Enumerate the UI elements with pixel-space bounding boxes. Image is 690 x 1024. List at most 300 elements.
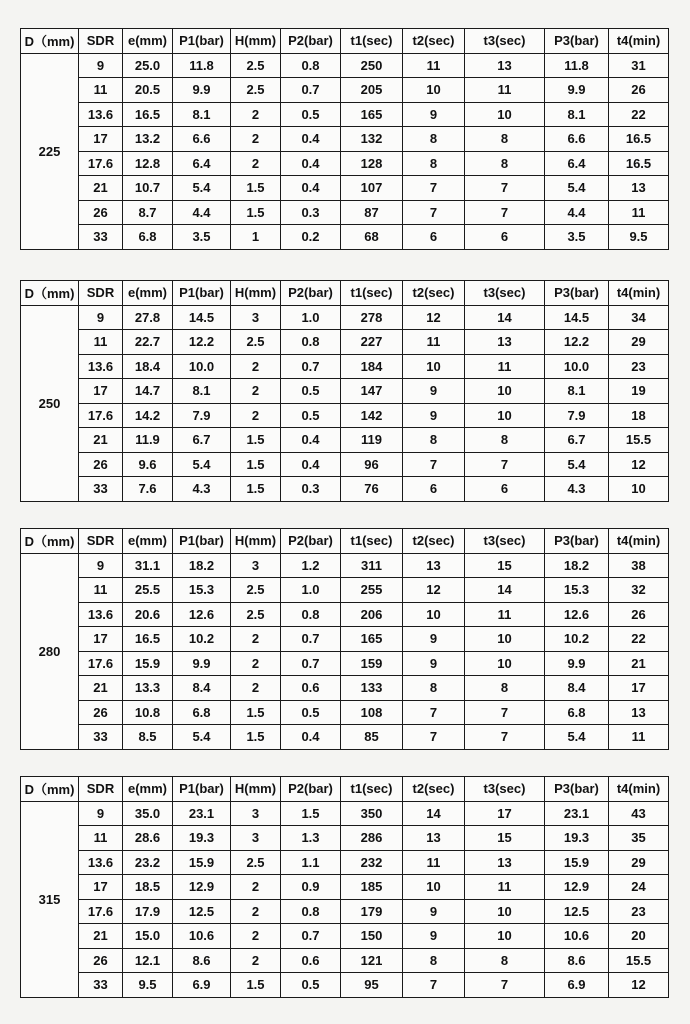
table-cell: 9	[79, 801, 123, 826]
column-header: t4(min)	[609, 281, 669, 306]
table-cell: 2	[231, 151, 281, 176]
table-cell: 0.2	[281, 225, 341, 250]
column-header: P3(bar)	[545, 29, 609, 54]
table-cell: 33	[79, 225, 123, 250]
column-header: P1(bar)	[173, 281, 231, 306]
table-cell: 12.6	[173, 602, 231, 627]
table-cell: 6.6	[173, 127, 231, 152]
table-cell: 7	[403, 200, 465, 225]
table-cell: 0.7	[281, 627, 341, 652]
table-cell: 13.6	[79, 102, 123, 127]
table-cell: 232	[341, 850, 403, 875]
table-cell: 14.5	[545, 305, 609, 330]
table-cell: 1.2	[281, 553, 341, 578]
table-cell: 7	[403, 700, 465, 725]
table-cell: 32	[609, 578, 669, 603]
table-row	[21, 403, 669, 428]
table-cell: 2	[231, 899, 281, 924]
column-header: H(mm)	[231, 529, 281, 554]
table-cell: 8	[403, 676, 465, 701]
table-cell: 3	[231, 305, 281, 330]
column-header: H(mm)	[231, 281, 281, 306]
table-cell: 6.8	[545, 700, 609, 725]
table-cell: 11	[465, 354, 545, 379]
table-cell: 12.1	[123, 948, 173, 973]
table-cell: 0.4	[281, 151, 341, 176]
table-cell: 3	[231, 826, 281, 851]
table-cell: 7.6	[123, 477, 173, 502]
table-cell: 132	[341, 127, 403, 152]
table-cell: 9.9	[545, 78, 609, 103]
table-cell: 128	[341, 151, 403, 176]
table-cell: 1.5	[231, 200, 281, 225]
column-header: t2(sec)	[403, 281, 465, 306]
table-row	[21, 948, 669, 973]
table-cell: 8.7	[123, 200, 173, 225]
table-cell: 11	[403, 53, 465, 78]
table-cell: 76	[341, 477, 403, 502]
table-cell: 12	[403, 578, 465, 603]
table-cell: 87	[341, 200, 403, 225]
column-header: D（mm)	[21, 529, 79, 554]
table-cell: 5.4	[545, 176, 609, 201]
table-cell: 11	[465, 602, 545, 627]
table-cell: 10.7	[123, 176, 173, 201]
table-cell: 15	[465, 826, 545, 851]
table-cell: 0.6	[281, 676, 341, 701]
table-cell: 10	[465, 651, 545, 676]
table-cell: 9	[79, 53, 123, 78]
table-cell: 2	[231, 651, 281, 676]
table-cell: 0.6	[281, 948, 341, 973]
table-cell: 22	[609, 102, 669, 127]
table-cell: 5.4	[173, 176, 231, 201]
column-header: t4(min)	[609, 529, 669, 554]
table-cell: 179	[341, 899, 403, 924]
column-header: SDR	[79, 281, 123, 306]
column-header: t4(min)	[609, 777, 669, 802]
table-cell: 18.4	[123, 354, 173, 379]
table-cell: 2.5	[231, 78, 281, 103]
table-cell: 7	[403, 725, 465, 750]
table-cell: 12.2	[545, 330, 609, 355]
table-cell: 8.1	[173, 102, 231, 127]
table-cell: 2	[231, 403, 281, 428]
table-cell: 0.3	[281, 200, 341, 225]
table-cell: 2	[231, 379, 281, 404]
table-cell: 25.0	[123, 53, 173, 78]
table-cell: 13	[465, 330, 545, 355]
table-cell: 6.9	[173, 973, 231, 998]
table-cell: 6.7	[545, 428, 609, 453]
table-cell: 14.5	[173, 305, 231, 330]
table-row	[21, 676, 669, 701]
table-cell: 18.5	[123, 875, 173, 900]
column-header: t3(sec)	[465, 529, 545, 554]
table-row	[21, 127, 669, 152]
table-cell: 7	[465, 700, 545, 725]
spec-table-225	[20, 28, 669, 250]
table-cell: 96	[341, 452, 403, 477]
table-row	[21, 578, 669, 603]
table-cell: 24	[609, 875, 669, 900]
table-cell: 31.1	[123, 553, 173, 578]
table-row	[21, 330, 669, 355]
table-cell: 33	[79, 973, 123, 998]
table-cell: 12.5	[545, 899, 609, 924]
table-cell: 10	[465, 403, 545, 428]
table-cell: 3	[231, 801, 281, 826]
table-cell: 10	[465, 924, 545, 949]
table-cell: 0.5	[281, 379, 341, 404]
table-cell: 11	[403, 330, 465, 355]
table-cell: 7	[465, 200, 545, 225]
table-cell: 1.5	[281, 801, 341, 826]
table-row	[21, 553, 669, 578]
table-cell: 107	[341, 176, 403, 201]
table-cell: 250	[341, 53, 403, 78]
table-cell: 11	[465, 78, 545, 103]
table-cell: 10.2	[173, 627, 231, 652]
table-cell: 205	[341, 78, 403, 103]
table-cell: 11	[79, 78, 123, 103]
table-cell: 9	[403, 627, 465, 652]
table-cell: 8	[465, 676, 545, 701]
column-header: D（mm)	[21, 281, 79, 306]
table-cell: 119	[341, 428, 403, 453]
table-cell: 0.5	[281, 700, 341, 725]
table-cell: 227	[341, 330, 403, 355]
table-row	[21, 973, 669, 998]
table-cell: 17.6	[79, 151, 123, 176]
table-cell: 8.4	[545, 676, 609, 701]
table-cell: 14	[465, 578, 545, 603]
table-cell: 1.5	[231, 973, 281, 998]
table-cell: 9	[403, 102, 465, 127]
table-cell: 23.1	[545, 801, 609, 826]
table-cell: 2	[231, 102, 281, 127]
column-header: t4(min)	[609, 29, 669, 54]
table-cell: 13	[609, 176, 669, 201]
table-cell: 21	[79, 676, 123, 701]
table-row	[21, 477, 669, 502]
table-cell: 1.1	[281, 850, 341, 875]
table-cell: 68	[341, 225, 403, 250]
table-cell: 13	[403, 826, 465, 851]
header-row	[21, 777, 669, 802]
table-cell: 17.9	[123, 899, 173, 924]
table-row	[21, 875, 669, 900]
table-cell: 7	[403, 176, 465, 201]
table-cell: 9	[79, 305, 123, 330]
table-cell: 2	[231, 948, 281, 973]
table-cell: 29	[609, 330, 669, 355]
table-row	[21, 850, 669, 875]
header-row	[21, 529, 669, 554]
table-cell: 31	[609, 53, 669, 78]
table-cell: 13.6	[79, 850, 123, 875]
table-row	[21, 801, 669, 826]
table-cell: 17	[79, 127, 123, 152]
table-cell: 9	[403, 899, 465, 924]
table-cell: 11.8	[545, 53, 609, 78]
table-cell: 0.7	[281, 651, 341, 676]
column-header: t3(sec)	[465, 777, 545, 802]
table-cell: 8	[403, 151, 465, 176]
table-cell: 142	[341, 403, 403, 428]
table-cell: 21	[79, 176, 123, 201]
table-cell: 10	[403, 875, 465, 900]
table-cell: 6.7	[173, 428, 231, 453]
table-row	[21, 700, 669, 725]
table-cell: 2	[231, 627, 281, 652]
table-cell: 1.5	[231, 428, 281, 453]
column-header: P3(bar)	[545, 529, 609, 554]
table-cell: 15	[465, 553, 545, 578]
table-cell: 85	[341, 725, 403, 750]
table-cell: 18.2	[545, 553, 609, 578]
diameter-cell: 280	[21, 553, 79, 749]
table-cell: 10.8	[123, 700, 173, 725]
table-cell: 255	[341, 578, 403, 603]
table-cell: 29	[609, 850, 669, 875]
column-header: D（mm)	[21, 777, 79, 802]
table-cell: 5.4	[545, 725, 609, 750]
table-cell: 10	[609, 477, 669, 502]
table-cell: 26	[609, 78, 669, 103]
table-cell: 0.4	[281, 452, 341, 477]
table-cell: 10	[403, 602, 465, 627]
column-header: t2(sec)	[403, 29, 465, 54]
table-cell: 19.3	[173, 826, 231, 851]
column-header: P2(bar)	[281, 529, 341, 554]
table-cell: 26	[79, 452, 123, 477]
table-cell: 1.5	[231, 176, 281, 201]
column-header: P1(bar)	[173, 777, 231, 802]
table-cell: 350	[341, 801, 403, 826]
table-cell: 95	[341, 973, 403, 998]
table-cell: 2	[231, 676, 281, 701]
table-cell: 165	[341, 102, 403, 127]
table-cell: 9.5	[123, 973, 173, 998]
table-cell: 13.3	[123, 676, 173, 701]
column-header: H(mm)	[231, 29, 281, 54]
column-header: SDR	[79, 529, 123, 554]
table-cell: 5.4	[545, 452, 609, 477]
table-cell: 13	[609, 700, 669, 725]
table-row	[21, 602, 669, 627]
table-cell: 0.8	[281, 899, 341, 924]
table-cell: 8	[465, 948, 545, 973]
table-row	[21, 78, 669, 103]
column-header: P2(bar)	[281, 29, 341, 54]
table-cell: 17	[79, 627, 123, 652]
table-cell: 8.6	[173, 948, 231, 973]
table-cell: 0.4	[281, 725, 341, 750]
table-cell: 11	[609, 725, 669, 750]
table-cell: 2.5	[231, 578, 281, 603]
table-cell: 21	[79, 924, 123, 949]
table-cell: 18.2	[173, 553, 231, 578]
table-cell: 7	[403, 452, 465, 477]
table-cell: 1.5	[231, 477, 281, 502]
table-cell: 12.6	[545, 602, 609, 627]
table-cell: 14.2	[123, 403, 173, 428]
table-cell: 13.6	[79, 354, 123, 379]
table-cell: 17.6	[79, 899, 123, 924]
table-cell: 15.9	[123, 651, 173, 676]
table-cell: 206	[341, 602, 403, 627]
table-cell: 26	[79, 700, 123, 725]
table-cell: 6.9	[545, 973, 609, 998]
table-cell: 6.8	[173, 700, 231, 725]
table-cell: 0.3	[281, 477, 341, 502]
table-cell: 133	[341, 676, 403, 701]
table-cell: 2.5	[231, 53, 281, 78]
table-cell: 165	[341, 627, 403, 652]
table-cell: 10.0	[545, 354, 609, 379]
table-cell: 9	[403, 403, 465, 428]
table-cell: 17	[609, 676, 669, 701]
table-cell: 33	[79, 477, 123, 502]
column-header: P1(bar)	[173, 529, 231, 554]
table-cell: 15.3	[545, 578, 609, 603]
table-cell: 35	[609, 826, 669, 851]
table-cell: 1.5	[231, 452, 281, 477]
table-cell: 15.0	[123, 924, 173, 949]
table-cell: 18	[609, 403, 669, 428]
header-row	[21, 281, 669, 306]
table-cell: 159	[341, 651, 403, 676]
table-row	[21, 627, 669, 652]
table-cell: 0.8	[281, 53, 341, 78]
table-cell: 11	[403, 850, 465, 875]
table-cell: 2	[231, 924, 281, 949]
table-cell: 5.4	[173, 452, 231, 477]
table-cell: 17	[465, 801, 545, 826]
table-cell: 10	[465, 102, 545, 127]
table-cell: 8.6	[545, 948, 609, 973]
column-header: SDR	[79, 777, 123, 802]
table-row	[21, 379, 669, 404]
table-cell: 6	[403, 477, 465, 502]
table-cell: 1.5	[231, 700, 281, 725]
table-cell: 21	[79, 428, 123, 453]
column-header: t3(sec)	[465, 281, 545, 306]
table-cell: 15.9	[545, 850, 609, 875]
table-cell: 15.5	[609, 428, 669, 453]
table-cell: 9	[403, 651, 465, 676]
table-cell: 278	[341, 305, 403, 330]
table-cell: 7	[465, 452, 545, 477]
table-row	[21, 924, 669, 949]
table-cell: 10.6	[545, 924, 609, 949]
table-row	[21, 225, 669, 250]
table-cell: 4.4	[173, 200, 231, 225]
table-cell: 0.7	[281, 354, 341, 379]
table-cell: 8	[403, 127, 465, 152]
table-cell: 2.5	[231, 850, 281, 875]
column-header: t1(sec)	[341, 281, 403, 306]
table-cell: 8.4	[173, 676, 231, 701]
table-cell: 15.3	[173, 578, 231, 603]
table-row	[21, 428, 669, 453]
table-cell: 12	[403, 305, 465, 330]
table-cell: 6	[465, 225, 545, 250]
table-cell: 38	[609, 553, 669, 578]
table-cell: 3	[231, 553, 281, 578]
table-cell: 2	[231, 127, 281, 152]
table-cell: 23	[609, 899, 669, 924]
table-cell: 25.5	[123, 578, 173, 603]
table-cell: 7.9	[173, 403, 231, 428]
table-row	[21, 354, 669, 379]
column-header: SDR	[79, 29, 123, 54]
table-cell: 121	[341, 948, 403, 973]
table-cell: 10	[465, 899, 545, 924]
table-cell: 7.9	[545, 403, 609, 428]
table-cell: 8.1	[545, 379, 609, 404]
table-cell: 1.0	[281, 578, 341, 603]
table-cell: 9	[79, 553, 123, 578]
table-cell: 8.1	[173, 379, 231, 404]
table-cell: 10.6	[173, 924, 231, 949]
table-row	[21, 305, 669, 330]
table-cell: 23.2	[123, 850, 173, 875]
table-cell: 0.5	[281, 102, 341, 127]
table-cell: 6.8	[123, 225, 173, 250]
table-cell: 14	[465, 305, 545, 330]
column-header: t2(sec)	[403, 777, 465, 802]
table-cell: 2	[231, 875, 281, 900]
table-cell: 7	[465, 725, 545, 750]
table-cell: 0.5	[281, 403, 341, 428]
table-cell: 12.9	[173, 875, 231, 900]
column-header: P3(bar)	[545, 281, 609, 306]
table-cell: 0.9	[281, 875, 341, 900]
table-cell: 2.5	[231, 330, 281, 355]
table-cell: 35.0	[123, 801, 173, 826]
table-cell: 14	[403, 801, 465, 826]
diameter-cell: 250	[21, 305, 79, 501]
table-cell: 6	[403, 225, 465, 250]
table-cell: 26	[79, 200, 123, 225]
table-cell: 9.9	[173, 78, 231, 103]
column-header: P2(bar)	[281, 281, 341, 306]
table-cell: 4.3	[545, 477, 609, 502]
table-cell: 4.3	[173, 477, 231, 502]
table-cell: 20.5	[123, 78, 173, 103]
table-cell: 13	[403, 553, 465, 578]
table-cell: 0.5	[281, 973, 341, 998]
header-row	[21, 29, 669, 54]
table-cell: 27.8	[123, 305, 173, 330]
table-cell: 12.2	[173, 330, 231, 355]
table-cell: 16.5	[609, 151, 669, 176]
table-cell: 0.8	[281, 602, 341, 627]
column-header: D（mm)	[21, 29, 79, 54]
table-cell: 7	[465, 973, 545, 998]
table-row	[21, 53, 669, 78]
table-cell: 4.4	[545, 200, 609, 225]
column-header: t3(sec)	[465, 29, 545, 54]
table-cell: 10.0	[173, 354, 231, 379]
table-cell: 13.6	[79, 602, 123, 627]
table-cell: 16.5	[123, 102, 173, 127]
table-cell: 14.7	[123, 379, 173, 404]
table-cell: 23.1	[173, 801, 231, 826]
column-header: e(mm)	[123, 529, 173, 554]
